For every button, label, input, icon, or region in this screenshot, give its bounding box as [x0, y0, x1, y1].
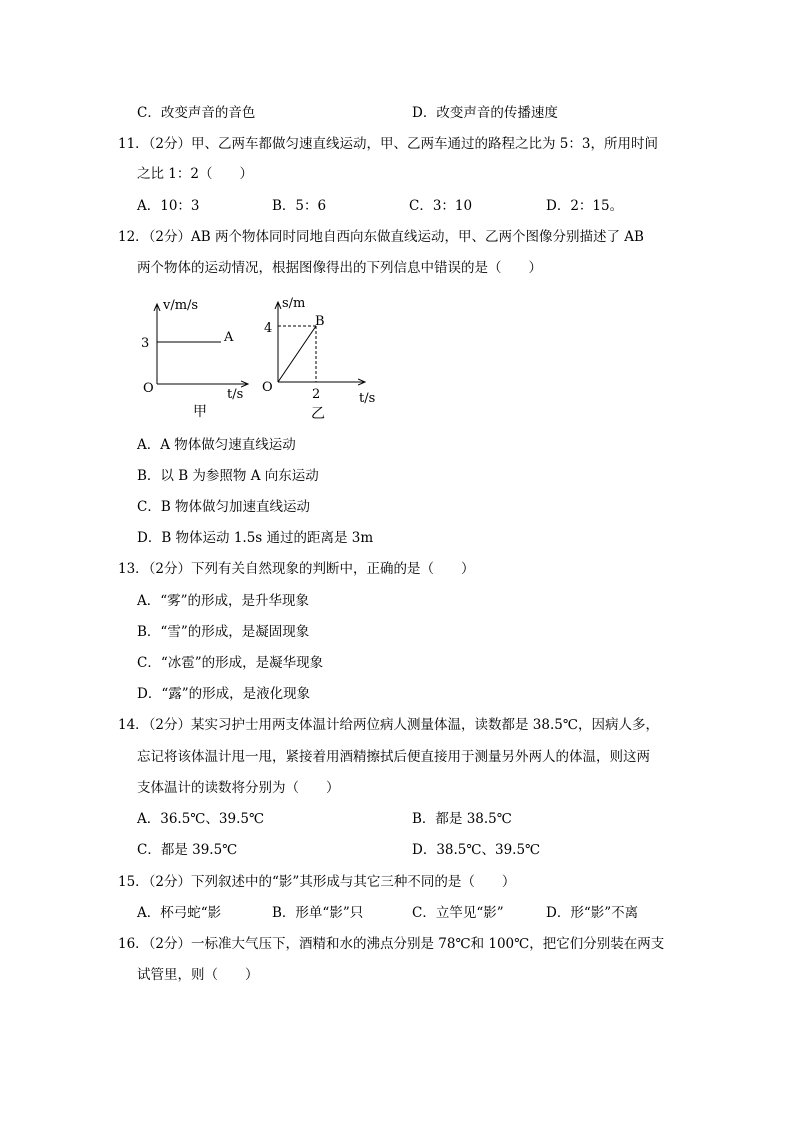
yi-caption: 乙	[311, 406, 325, 422]
jia-y-value: 3	[141, 336, 150, 351]
graph-jia	[135, 292, 260, 422]
q13-option-a: A．“雾”的形成，是升华现象	[137, 593, 310, 609]
q11-option-a: A．10：3	[137, 198, 200, 214]
q12-option-c: C．B 物体做匀加速直线运动	[137, 499, 311, 515]
yi-y-value: 4	[264, 321, 273, 336]
q11-option-d: D．2：15。	[546, 198, 624, 214]
q15-option-c: C．立竿见“影”	[412, 905, 504, 921]
q11-option-b: B．5：6	[272, 198, 327, 214]
jia-y-axis-label: v/m/s	[163, 298, 199, 313]
q14-stem-line3: 支体温计的读数将分别为（ ）	[137, 780, 340, 796]
q15-option-b: B．形单“影”只	[272, 905, 364, 921]
q13-option-c: C．“冰雹”的形成，是凝华现象	[137, 655, 324, 671]
q10-option-c: C．改变声音的音色	[137, 105, 256, 121]
q15-option-a: A．杯弓蛇“影	[137, 905, 222, 921]
yi-y-axis-label: s/m	[282, 296, 306, 311]
q14-option-d: D．38.5℃、39.5℃	[412, 842, 541, 858]
q12-option-d: D．B 物体运动 1.5s 通过的距离是 3m	[137, 530, 374, 546]
q13-stem: 13．（2分）下列有关自然现象的判断中，正确的是（ ）	[118, 561, 475, 577]
yi-x-axis-label: t/s	[359, 391, 376, 406]
q14-option-a: A．36.5℃、39.5℃	[137, 811, 265, 827]
graph-yi	[258, 292, 383, 422]
q12-option-b: B．以 B 为参照物 A 向东运动	[137, 468, 319, 484]
yi-point-label: B	[315, 314, 325, 329]
q14-stem-line2: 忘记将该体温计甩一甩，紧接着用酒精擦拭后便直接用于测量另外两人的体温，则这两	[137, 749, 650, 765]
q15-stem: 15．（2分）下列叙述中的“影”其形成与其它三种不同的是（ ）	[118, 874, 516, 890]
jia-origin: O	[143, 381, 154, 396]
q12-stem-line1: 12．（2分）AB 两个物体同时同地自西向东做直线运动，甲、乙两个图像分别描述了 AB	[118, 229, 644, 245]
q15-option-d: D．形“影”不离	[546, 905, 639, 921]
yi-distance-line	[278, 326, 316, 382]
q11-option-c: C．3：10	[409, 198, 473, 214]
q16-stem-line2: 试管里，则（ ）	[137, 967, 259, 983]
q12-stem-line2: 两个物体的运动情况，根据图像得出的下列信息中错误的是（ ）	[137, 260, 542, 276]
q13-option-d: D．“露”的形成，是液化现象	[137, 686, 311, 702]
q14-stem-line1: 14．（2分）某实习护士用两支体温计给两位病人测量体温，读数都是 38.5℃，因病人多，	[118, 717, 659, 733]
q16-stem-line1: 16．（2分）一标准大气压下，酒精和水的沸点分别是 78℃和 100℃，把它们分别装在两支	[118, 936, 665, 952]
q14-option-c: C．都是 39.5℃	[137, 842, 238, 858]
q10-option-d: D．改变声音的传播速度	[412, 105, 558, 121]
jia-x-axis-label: t/s	[227, 387, 244, 402]
q12-option-a: A．A 物体做匀速直线运动	[137, 437, 296, 453]
yi-origin: O	[262, 380, 273, 395]
q13-option-b: B．“雪”的形成，是凝固现象	[137, 624, 310, 640]
jia-caption: 甲	[193, 404, 207, 420]
yi-x-value: 2	[312, 387, 321, 402]
q11-stem-line1: 11．（2分）甲、乙两车都做匀速直线运动，甲、乙两车通过的路程之比为 5：3，所用时间	[118, 136, 658, 152]
q14-option-b: B．都是 38.5℃	[412, 811, 512, 827]
q11-stem-line2: 之比 1：2（ ）	[137, 166, 253, 182]
jia-line-label: A	[224, 330, 234, 345]
